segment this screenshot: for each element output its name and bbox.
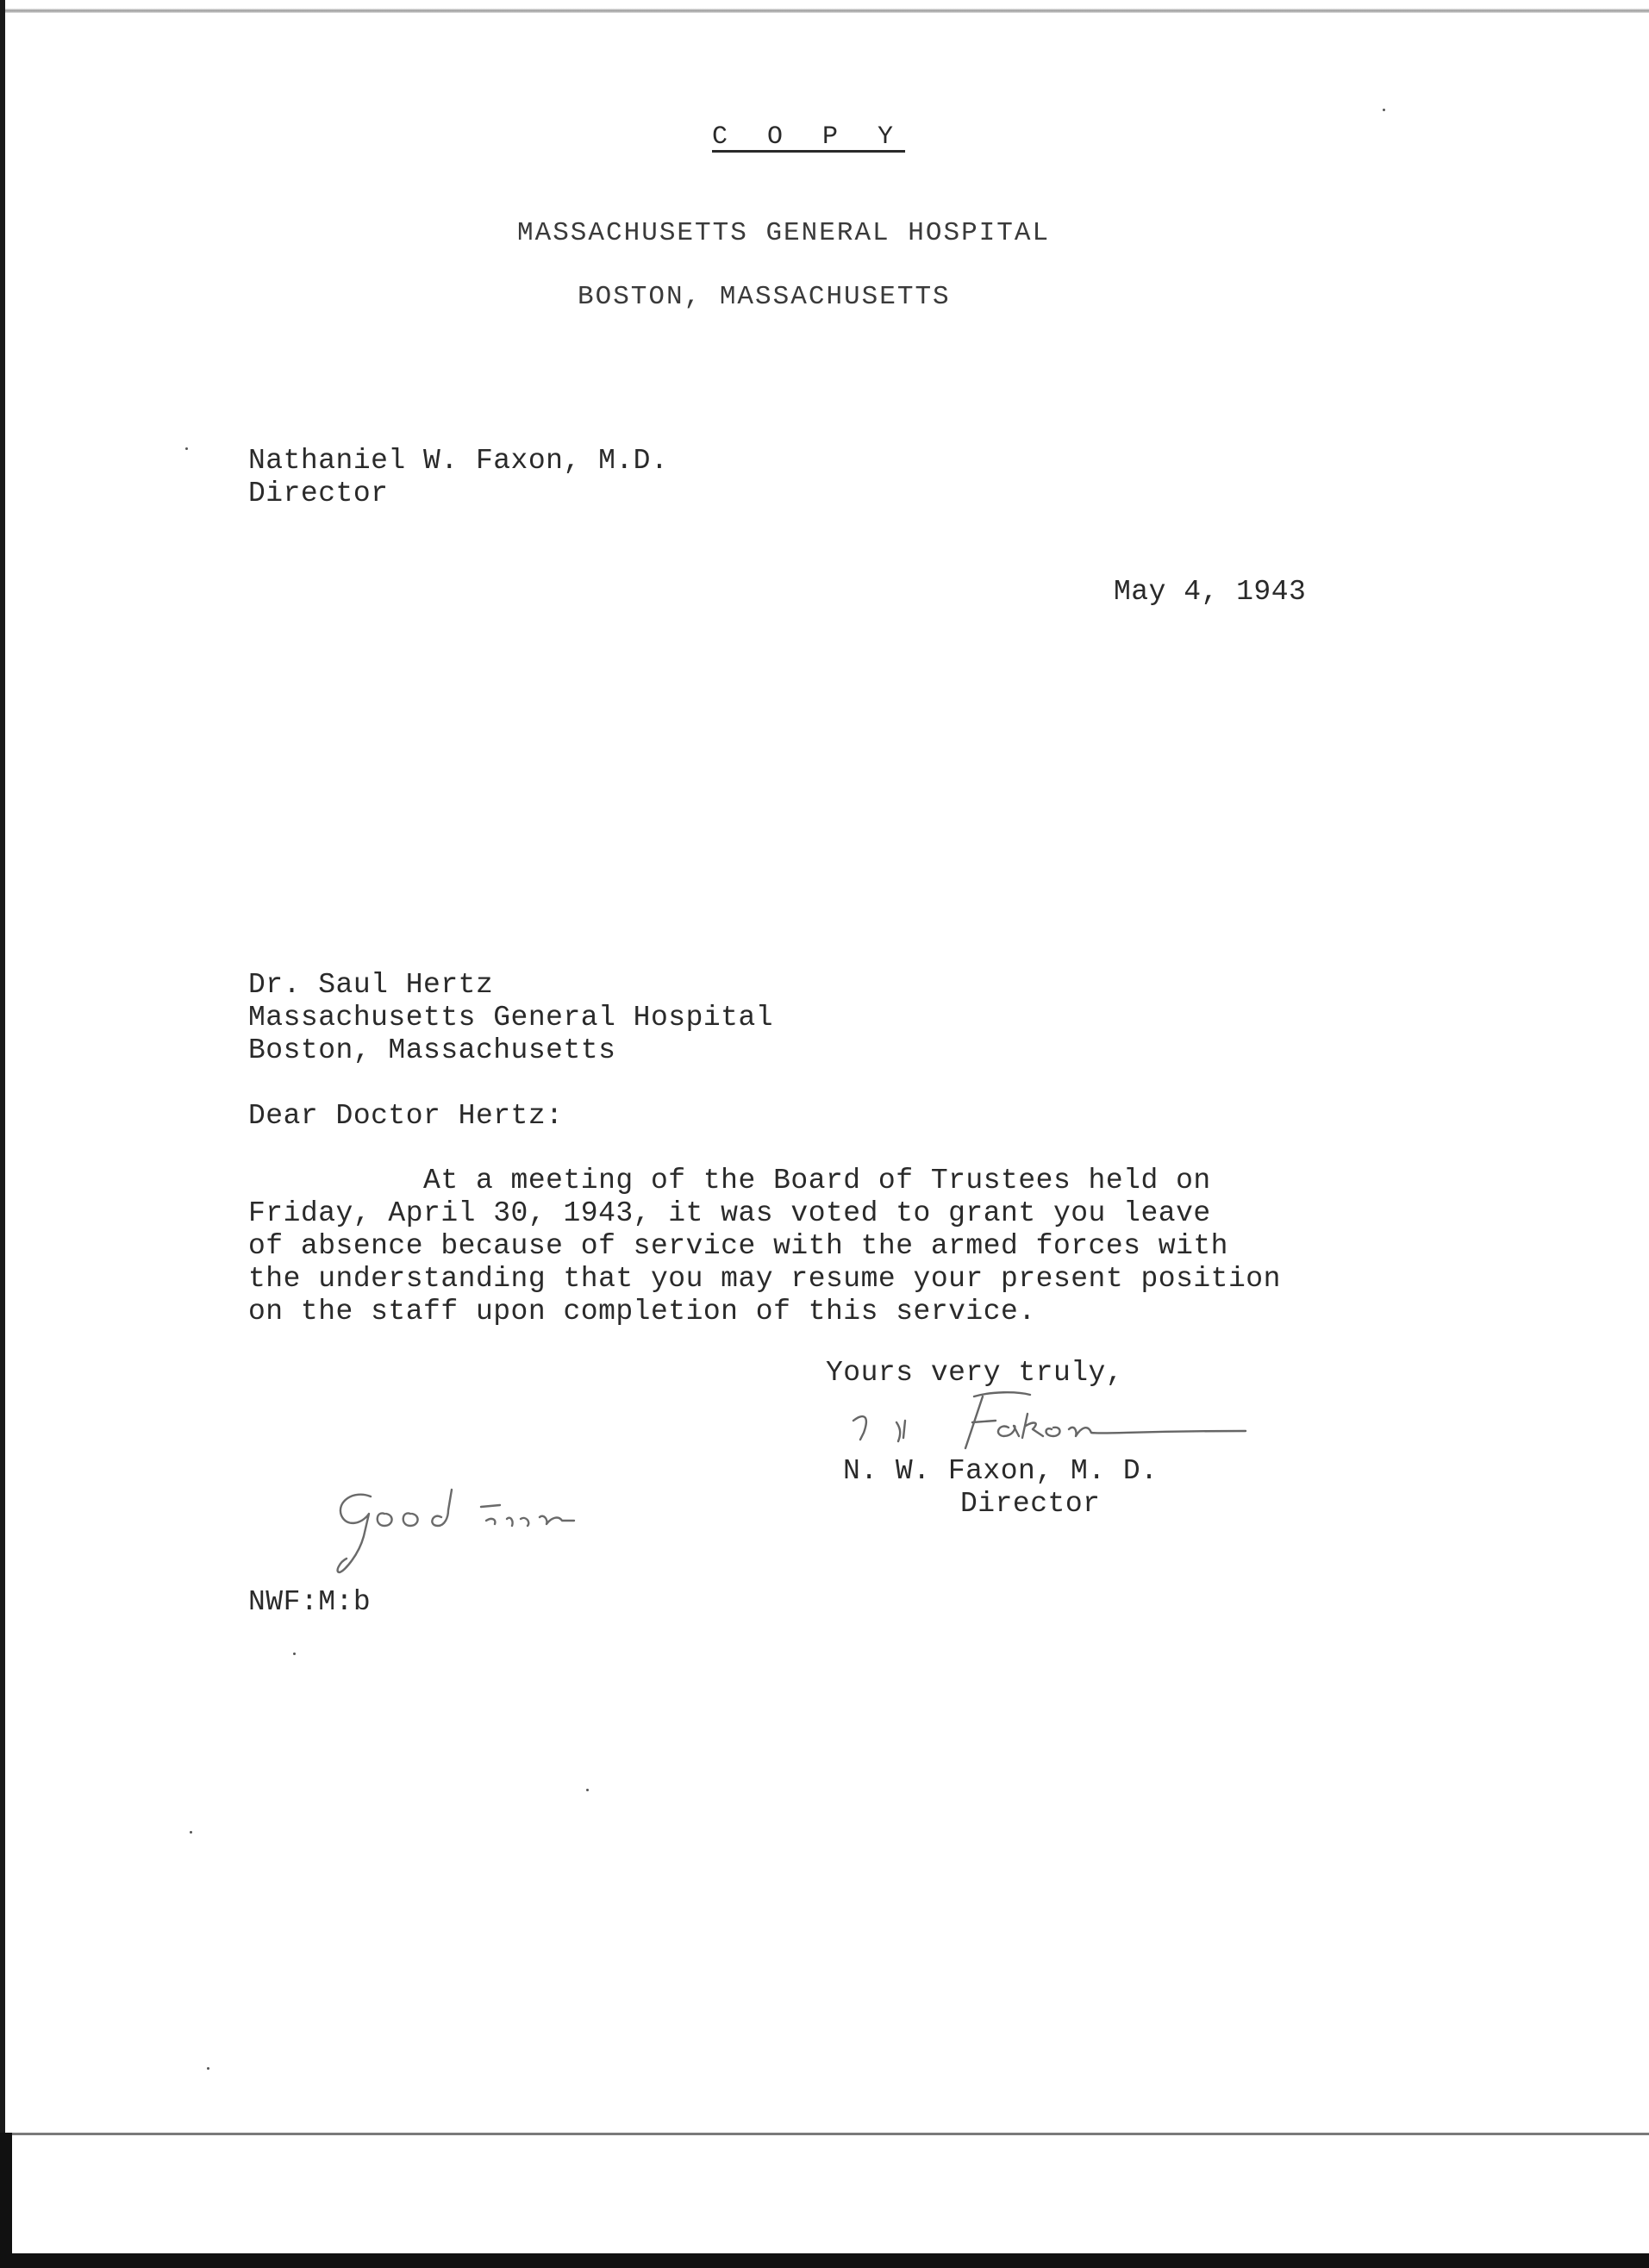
typed-signature-name: N. W. Faxon, M. D. bbox=[843, 1455, 1159, 1487]
reference-initials: NWF:M:b bbox=[248, 1586, 372, 1618]
scan-speck bbox=[586, 1789, 589, 1791]
recipient-institution: Massachusetts General Hospital bbox=[248, 1002, 774, 1034]
salutation: Dear Doctor Hertz: bbox=[248, 1100, 564, 1132]
scan-edge-left bbox=[0, 0, 5, 2268]
signature-image bbox=[845, 1388, 1276, 1457]
sender-name: Nathaniel W. Faxon, M.D. bbox=[248, 445, 669, 477]
body-line: At a meeting of the Board of Trustees held on bbox=[248, 1165, 1211, 1196]
handwritten-annotation-image bbox=[328, 1476, 621, 1579]
recipient-name: Dr. Saul Hertz bbox=[248, 969, 494, 1001]
scan-edge-bottom-left bbox=[0, 2133, 12, 2268]
scan-speck bbox=[185, 447, 188, 450]
scan-speck bbox=[207, 2067, 209, 2070]
letterhead-institution: MASSACHUSETTS GENERAL HOSPITAL bbox=[517, 218, 1051, 248]
body-line: Friday, April 30, 1943, it was voted to grant you leave bbox=[248, 1197, 1211, 1229]
copy-label: C O P Y bbox=[712, 122, 906, 152]
letterhead-city: BOSTON, MASSACHUSETTS bbox=[578, 282, 951, 312]
body-line: of absence because of service with the armed forces with bbox=[248, 1230, 1228, 1262]
scan-speck bbox=[190, 1831, 192, 1834]
recipient-city: Boston, Massachusetts bbox=[248, 1034, 616, 1066]
scan-edge-bottom-line bbox=[9, 2133, 1649, 2135]
scan-edge-bottom bbox=[0, 2253, 1649, 2268]
scan-speck bbox=[1383, 109, 1385, 111]
scan-edge-top bbox=[0, 9, 1649, 13]
body-line: on the staff upon completion of this service. bbox=[248, 1296, 1036, 1328]
letter-date: May 4, 1943 bbox=[1114, 576, 1307, 608]
typed-signature-title: Director bbox=[960, 1488, 1101, 1520]
valediction: Yours very truly, bbox=[826, 1357, 1124, 1389]
scan-speck bbox=[293, 1653, 296, 1655]
sender-title: Director bbox=[248, 478, 389, 509]
body-line: the understanding that you may resume your present position bbox=[248, 1263, 1281, 1295]
